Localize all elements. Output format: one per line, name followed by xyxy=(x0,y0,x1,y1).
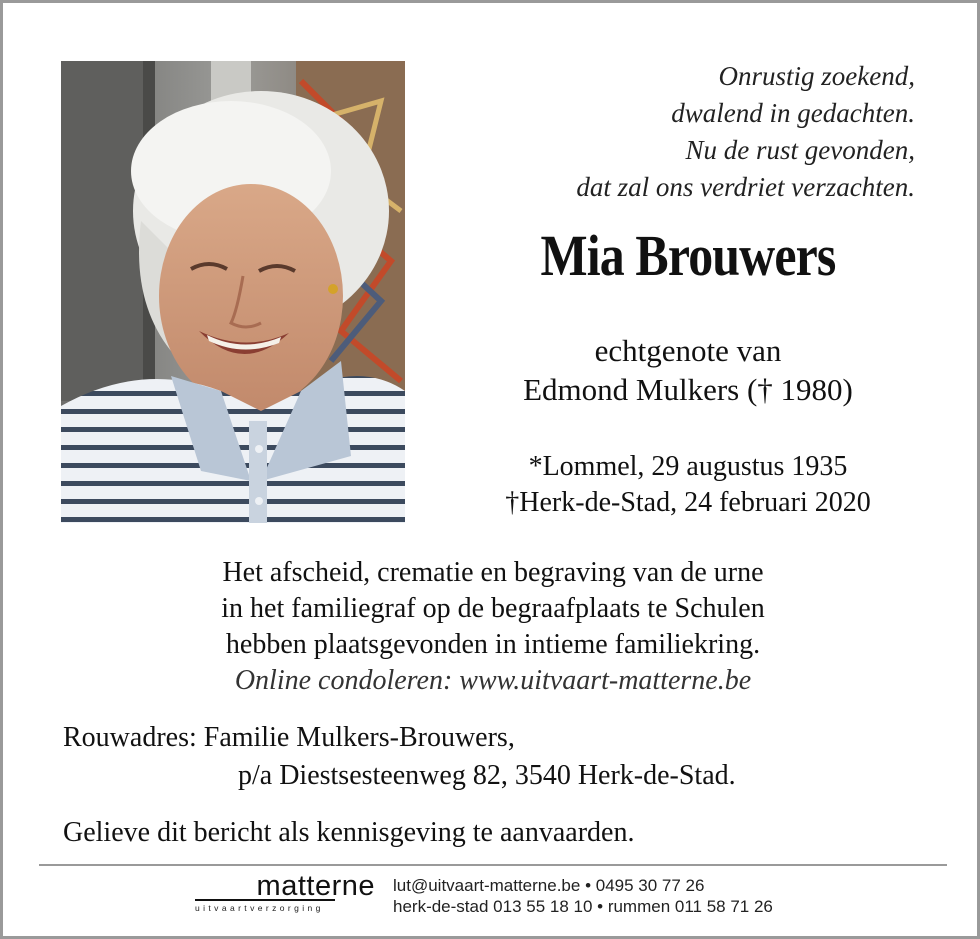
death-date: †Herk-de-Stad, 24 februari 2020 xyxy=(505,487,871,518)
spouse-relation: echtgenote van xyxy=(594,333,782,368)
life-dates xyxy=(433,449,943,521)
poem-line: Onrustig zoekend, xyxy=(718,61,915,91)
footer-divider xyxy=(39,864,947,866)
contact-line-1: lut@uitvaart-matterne.be • 0495 30 77 26 xyxy=(393,876,705,895)
notice-line: hebben plaatsgevonden in intieme familiekring. xyxy=(225,629,761,660)
logo-tagline: uitvaartverzorging xyxy=(195,903,324,913)
contact-line-2: herk-de-stad 013 55 18 10 • rummen 011 58 71 26 xyxy=(393,897,773,916)
address-line-2: p/a Diestsesteenweg 82, 3540 Herk-de-Stad. xyxy=(238,760,736,791)
mourning-address xyxy=(63,719,943,795)
notice-line: Het afscheid, crematie en begraving van de urne xyxy=(222,557,764,588)
funeral-home-logo xyxy=(195,869,375,915)
poem-line: dat zal ons verdriet verzachten. xyxy=(576,172,915,202)
logo-brand: matterne xyxy=(256,870,375,902)
address-line-1: Rouwadres: Familie Mulkers-Brouwers, xyxy=(63,722,515,753)
poem-line: dwalend in gedachten. xyxy=(671,98,915,128)
deceased-name: Mia Brouwers xyxy=(540,223,836,288)
birth-date: *Lommel, 29 augustus 1935 xyxy=(528,451,848,482)
spouse-name: Edmond Mulkers († 1980) xyxy=(523,372,853,407)
portrait-photo xyxy=(61,61,405,523)
online-condolence: Online condoleren: www.uitvaart-matterne.be xyxy=(234,665,752,696)
spouse-block xyxy=(433,331,943,409)
notification-request: Gelieve dit bericht als kennisgeving te aanvaarden. xyxy=(63,817,635,848)
notice-line: in het familiegraf op de begraafplaats te Schulen xyxy=(221,593,765,624)
funeral-notice xyxy=(43,555,943,699)
funeral-home-contact xyxy=(393,875,813,917)
poem-line: Nu de rust gevonden, xyxy=(685,135,915,165)
poem xyxy=(475,58,915,206)
